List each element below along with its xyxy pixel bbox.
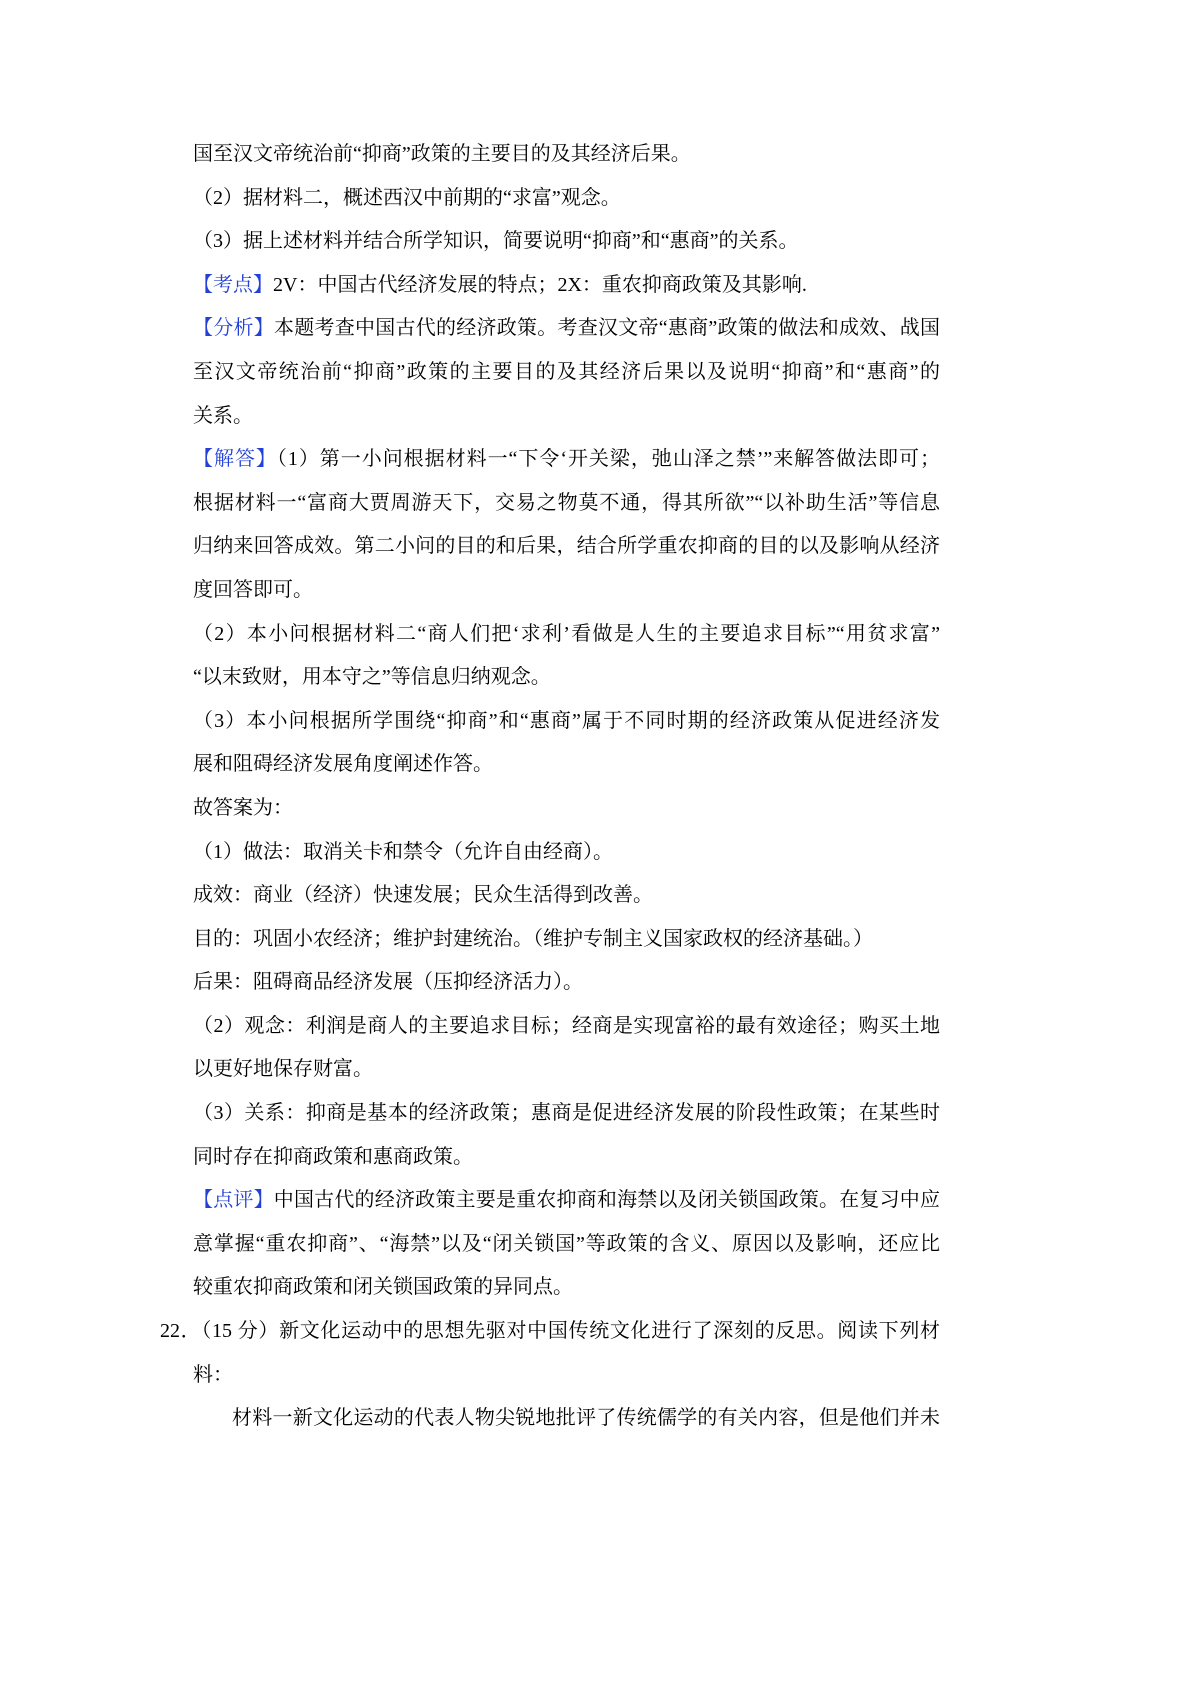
answer-line: 同时存在抑商政策和惠商政策。 [193, 1145, 473, 1168]
jieda-line: 根据材料一“富商大贾周游天下，交易之物莫不通，得其所欲”“以补助生活”等信息 [193, 491, 940, 514]
jieda-line [193, 438, 940, 482]
fenxi-label: 【分析】 [193, 317, 274, 340]
jieda-text: （1）第一小问根据材料一“下令‘开关梁，弛山泽之禁’”来解答做法即可； [276, 448, 940, 471]
sub-question-3: （3）据上述材料并结合所学知识，简要说明“抑商”和“惠商”的关系。 [193, 230, 799, 253]
fenxi-line: 关系。 [193, 404, 253, 427]
question-prompt-tail: 国至汉文帝统治前“抑商”政策的主要目的及其经济后果。 [193, 143, 691, 165]
dianping-line: 较重农抑商政策和闭关锁国政策的异同点。 [193, 1276, 573, 1299]
kaodian-text: 2V：中国古代经济发展的特点；2X：重农抑商政策及其影响. [273, 273, 807, 296]
question-score: （15 分） [201, 1320, 280, 1343]
sub-question-2: （2）据材料二，概述西汉中前期的“求富”观念。 [193, 186, 621, 209]
answer-line: 后果：阻碍商品经济发展（压抑经济活力）。 [193, 971, 583, 994]
question-text: 新文化运动中的思想先驱对中国传统文化进行了深刻的反思。阅读下列材 [279, 1320, 940, 1343]
dianping-text: 中国古代的经济政策主要是重农抑商和海禁以及闭关锁国政策。在复习中应 [273, 1189, 940, 1212]
kaodian-line [193, 264, 940, 308]
document-page [0, 133, 1200, 1441]
question-22-line [160, 1310, 940, 1354]
jieda-label: 【解答】 [193, 448, 277, 471]
fenxi-text: 本题考查中国古代的经济政策。考查汉文帝“惠商”政策的做法和成效、战国 [274, 317, 940, 340]
jieda-line: 归纳来回答成效。第二小问的目的和后果，结合所学重农抑商的目的以及影响从经济 [193, 535, 940, 558]
answer-intro: 故答案为： [193, 796, 293, 819]
jieda-line: 度回答即可。 [193, 578, 313, 601]
question-number: 22． [160, 1320, 202, 1343]
jieda-line: “以末致财，用本守之”等信息归纳观念。 [193, 666, 551, 689]
answer-line: （3）关系：抑商是基本的经济政策；惠商是促进经济发展的阶段性政策；在某些时 [193, 1102, 940, 1125]
answer-line: （1）做法：取消关卡和禁令（允许自由经商）。 [193, 840, 613, 863]
dianping-line [193, 1179, 940, 1223]
fenxi-line [193, 307, 940, 351]
jieda-line: （2）本小问根据材料二“商人们把‘求利’看做是人生的主要追求目标”“用贫求富” [193, 622, 940, 645]
question-22-line: 料： [193, 1363, 233, 1386]
material-1-line: 材料一新文化运动的代表人物尖锐地批评了传统儒学的有关内容，但是他们并未 [232, 1407, 940, 1430]
dianping-label: 【点评】 [193, 1189, 274, 1212]
dianping-line: 意掌握“重农抑商”、“海禁”以及“闭关锁国”等政策的含义、原因以及影响，还应比 [193, 1232, 940, 1255]
answer-line: 以更好地保存财富。 [193, 1058, 373, 1081]
answer-line: 目的：巩固小农经济；维护封建统治。（维护专制主义国家政权的经济基础。） [193, 927, 873, 950]
kaodian-label: 【考点】 [193, 273, 273, 296]
fenxi-line: 至汉文帝统治前“抑商”政策的主要目的及其经济后果以及说明“抑商”和“惠商”的 [193, 360, 940, 383]
jieda-line: 展和阻碍经济发展角度阐述作答。 [193, 753, 493, 776]
jieda-line: （3）本小问根据所学围绕“抑商”和“惠商”属于不同时期的经济政策从促进经济发 [193, 709, 940, 732]
answer-line: （2）观念：利润是商人的主要追求目标；经商是实现富裕的最有效途径；购买土地 [193, 1014, 940, 1037]
answer-line: 成效：商业（经济）快速发展；民众生活得到改善。 [193, 884, 653, 907]
